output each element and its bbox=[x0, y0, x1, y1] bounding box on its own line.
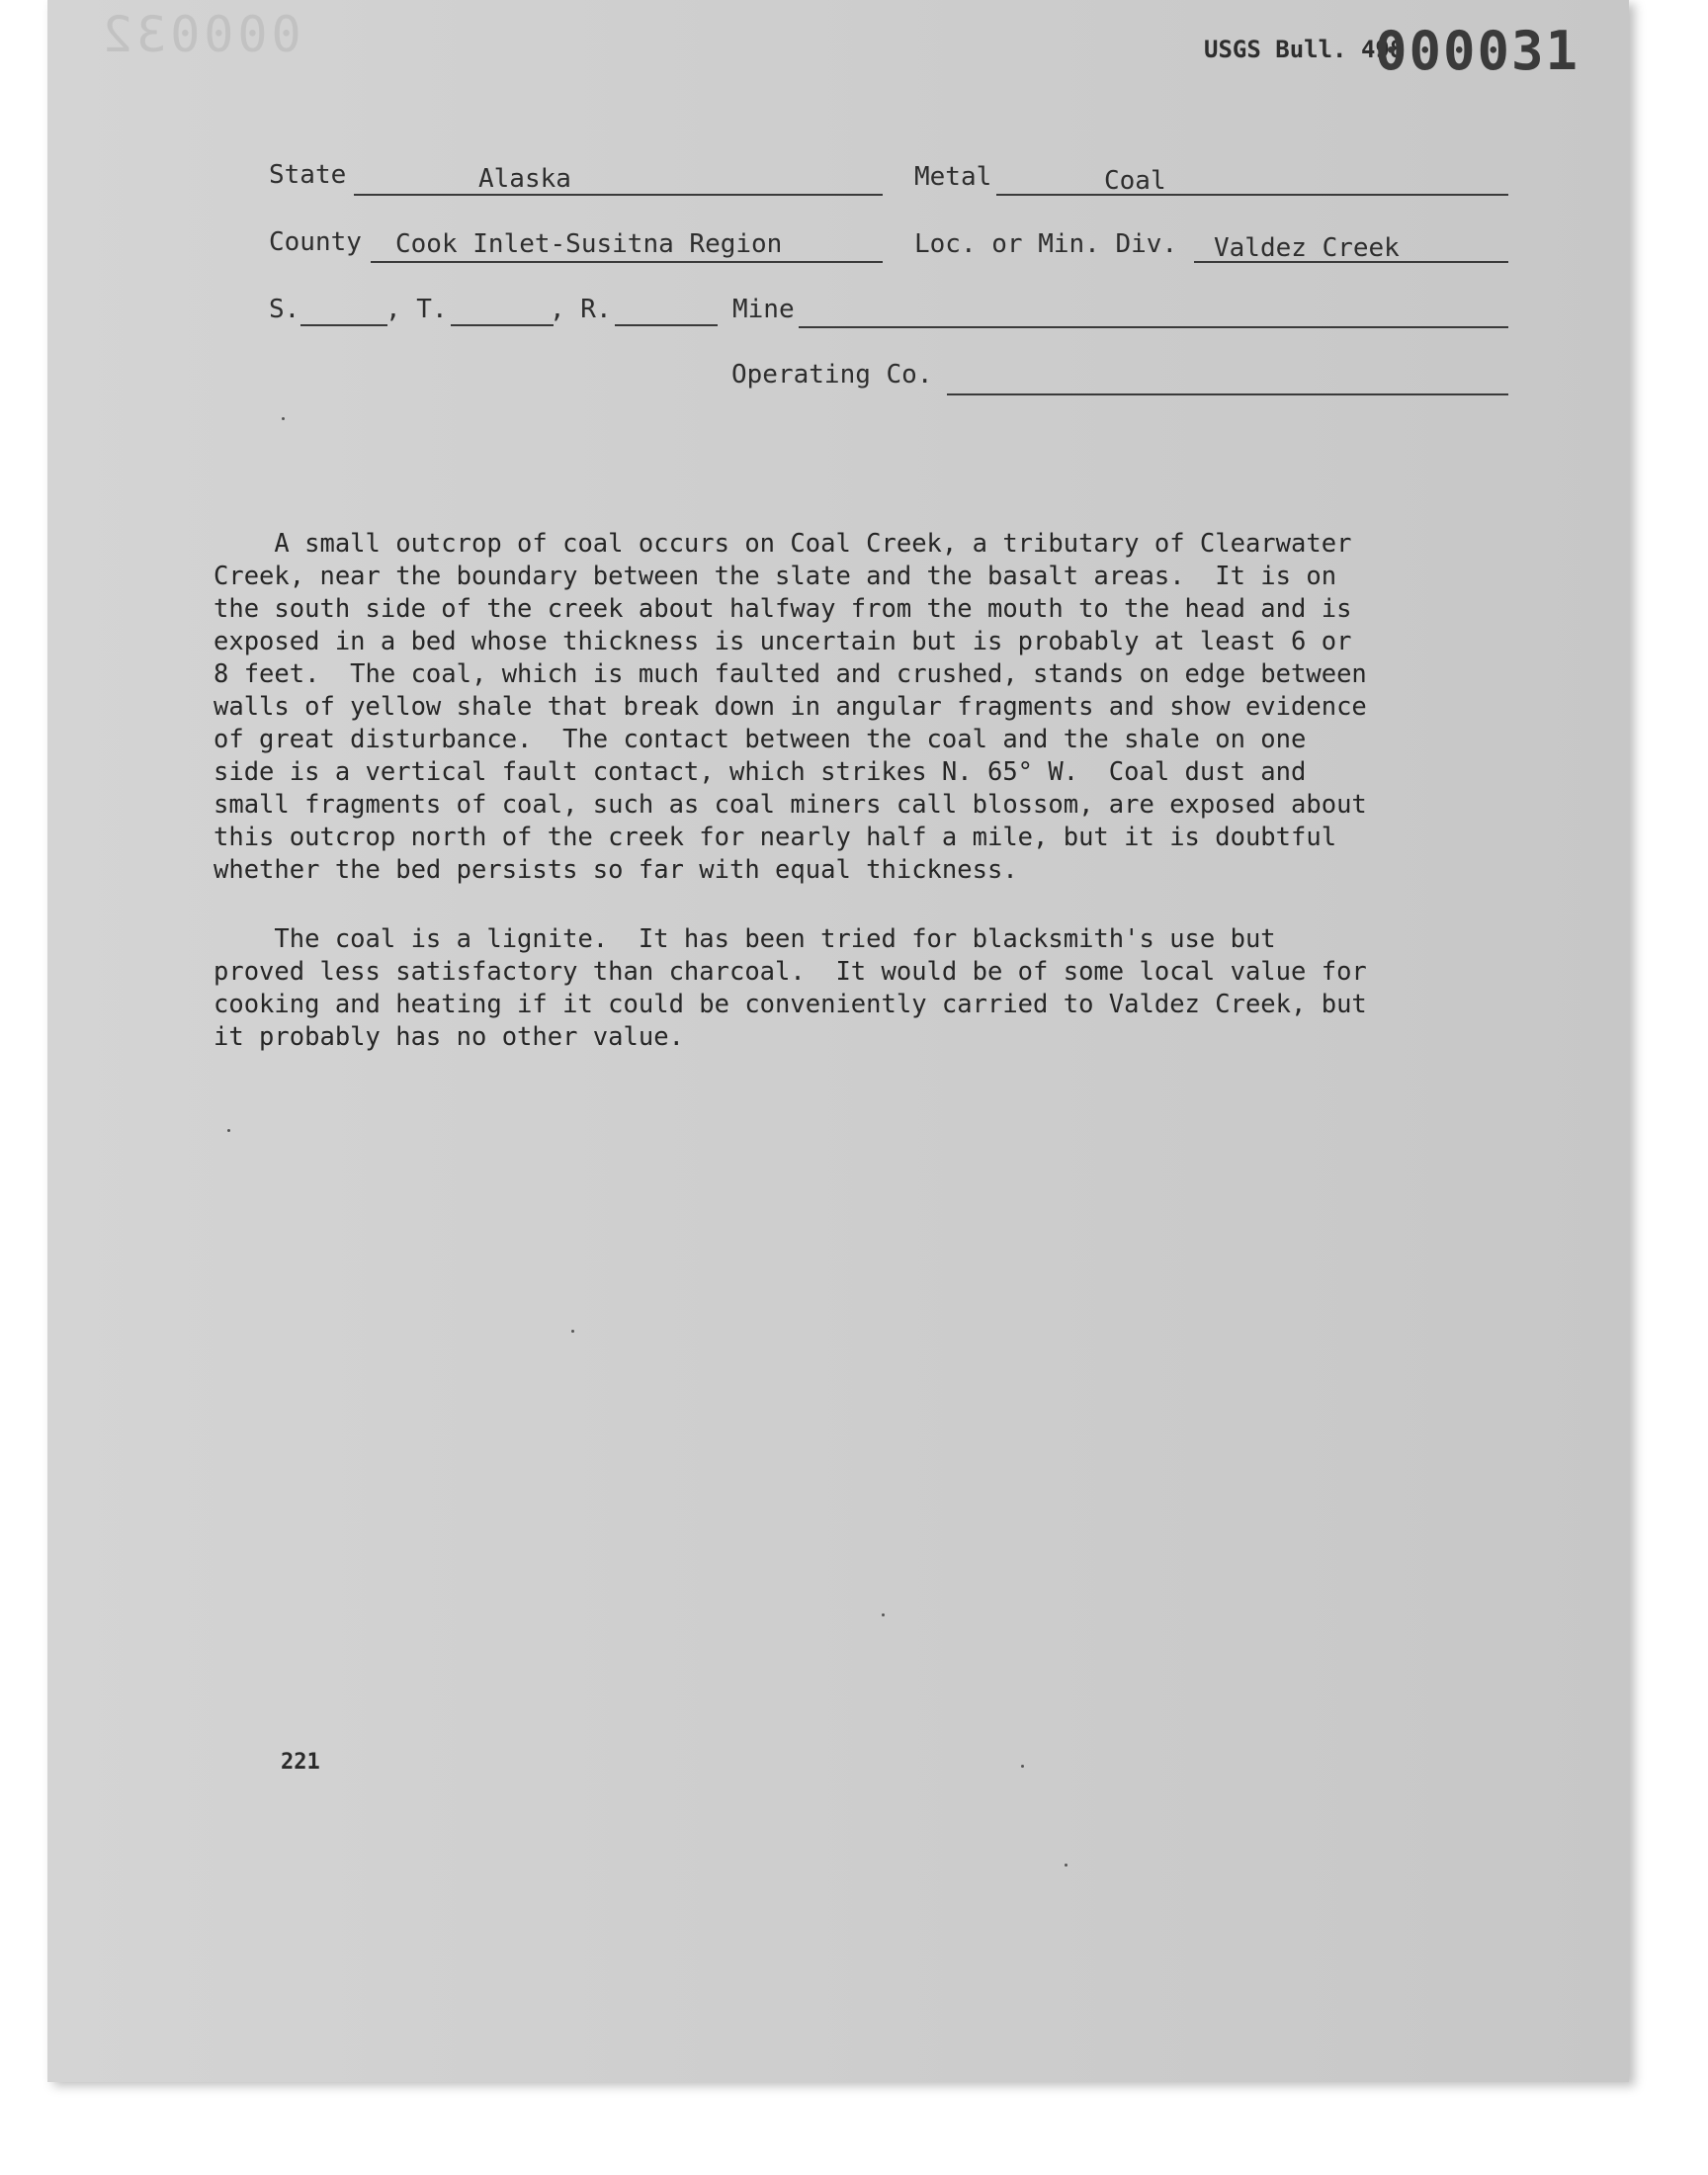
operating-co-label: Operating Co. bbox=[731, 360, 933, 390]
bleed-through-number: 000032 bbox=[99, 6, 301, 63]
page-number: 221 bbox=[281, 1750, 320, 1775]
township-underline bbox=[451, 324, 554, 326]
section-label: S. bbox=[269, 295, 300, 324]
state-underline bbox=[354, 194, 883, 196]
township-label: , T. bbox=[385, 295, 448, 324]
scan-speck bbox=[282, 417, 285, 420]
mine-underline bbox=[799, 326, 1508, 328]
county-underline bbox=[371, 261, 883, 263]
scan-speck bbox=[571, 1330, 574, 1333]
metal-value: Coal bbox=[1104, 166, 1166, 196]
paragraph-lignite: The coal is a lignite. It has been tried for blacksmith's use but proved less satisfactory than charcoal. It would be of some local value for cooking and heating if it could be conveniently carried to Valdez Creek, but it probably has no other value. bbox=[214, 924, 1367, 1052]
county-label: County bbox=[269, 227, 362, 257]
scan-speck bbox=[1021, 1765, 1024, 1768]
metal-underline bbox=[996, 194, 1508, 196]
loc-value: Valdez Creek bbox=[1214, 233, 1400, 263]
county-value: Cook Inlet-Susitna Region bbox=[395, 229, 783, 259]
scan-speck bbox=[227, 1129, 230, 1132]
mine-label: Mine bbox=[732, 295, 795, 324]
scan-speck bbox=[882, 1613, 885, 1616]
scan-speck bbox=[1065, 1864, 1068, 1867]
range-label: , R. bbox=[550, 295, 612, 324]
loc-label: Loc. or Min. Div. bbox=[914, 229, 1178, 259]
state-value: Alaska bbox=[478, 164, 571, 194]
paragraph-coal-outcrop: A small outcrop of coal occurs on Coal Creek, a tributary of Clearwater Creek, near the boundary between the slate and the basalt areas. It is on the south side of the creek about halfway from the mouth to the head and is exposed in a bed whose thickness is uncertain but is probably at least 6 or 8 feet. The coal, which is much faulted and crushed, stands on edge between walls of yellow shale that break down in angular fragments and show evidence of great disturbance. The contact between the coal and the shale on one side is a vertical fault contact, which strikes N. 65° W. Coal dust and small fragments of coal, such as coal miners call blossom, are exposed about this outcrop north of the creek for nearly half a mile, but it is doubtful whether the bed persists so far with equal thickness. bbox=[214, 529, 1367, 885]
range-underline bbox=[615, 324, 718, 326]
state-label: State bbox=[269, 160, 347, 190]
metal-label: Metal bbox=[914, 162, 992, 192]
bulletin-reference: USGS Bull. 498 bbox=[1204, 36, 1405, 63]
section-underline bbox=[300, 324, 387, 326]
operating-co-underline bbox=[947, 393, 1508, 395]
document-stamp-number: 000031 bbox=[1375, 20, 1580, 82]
